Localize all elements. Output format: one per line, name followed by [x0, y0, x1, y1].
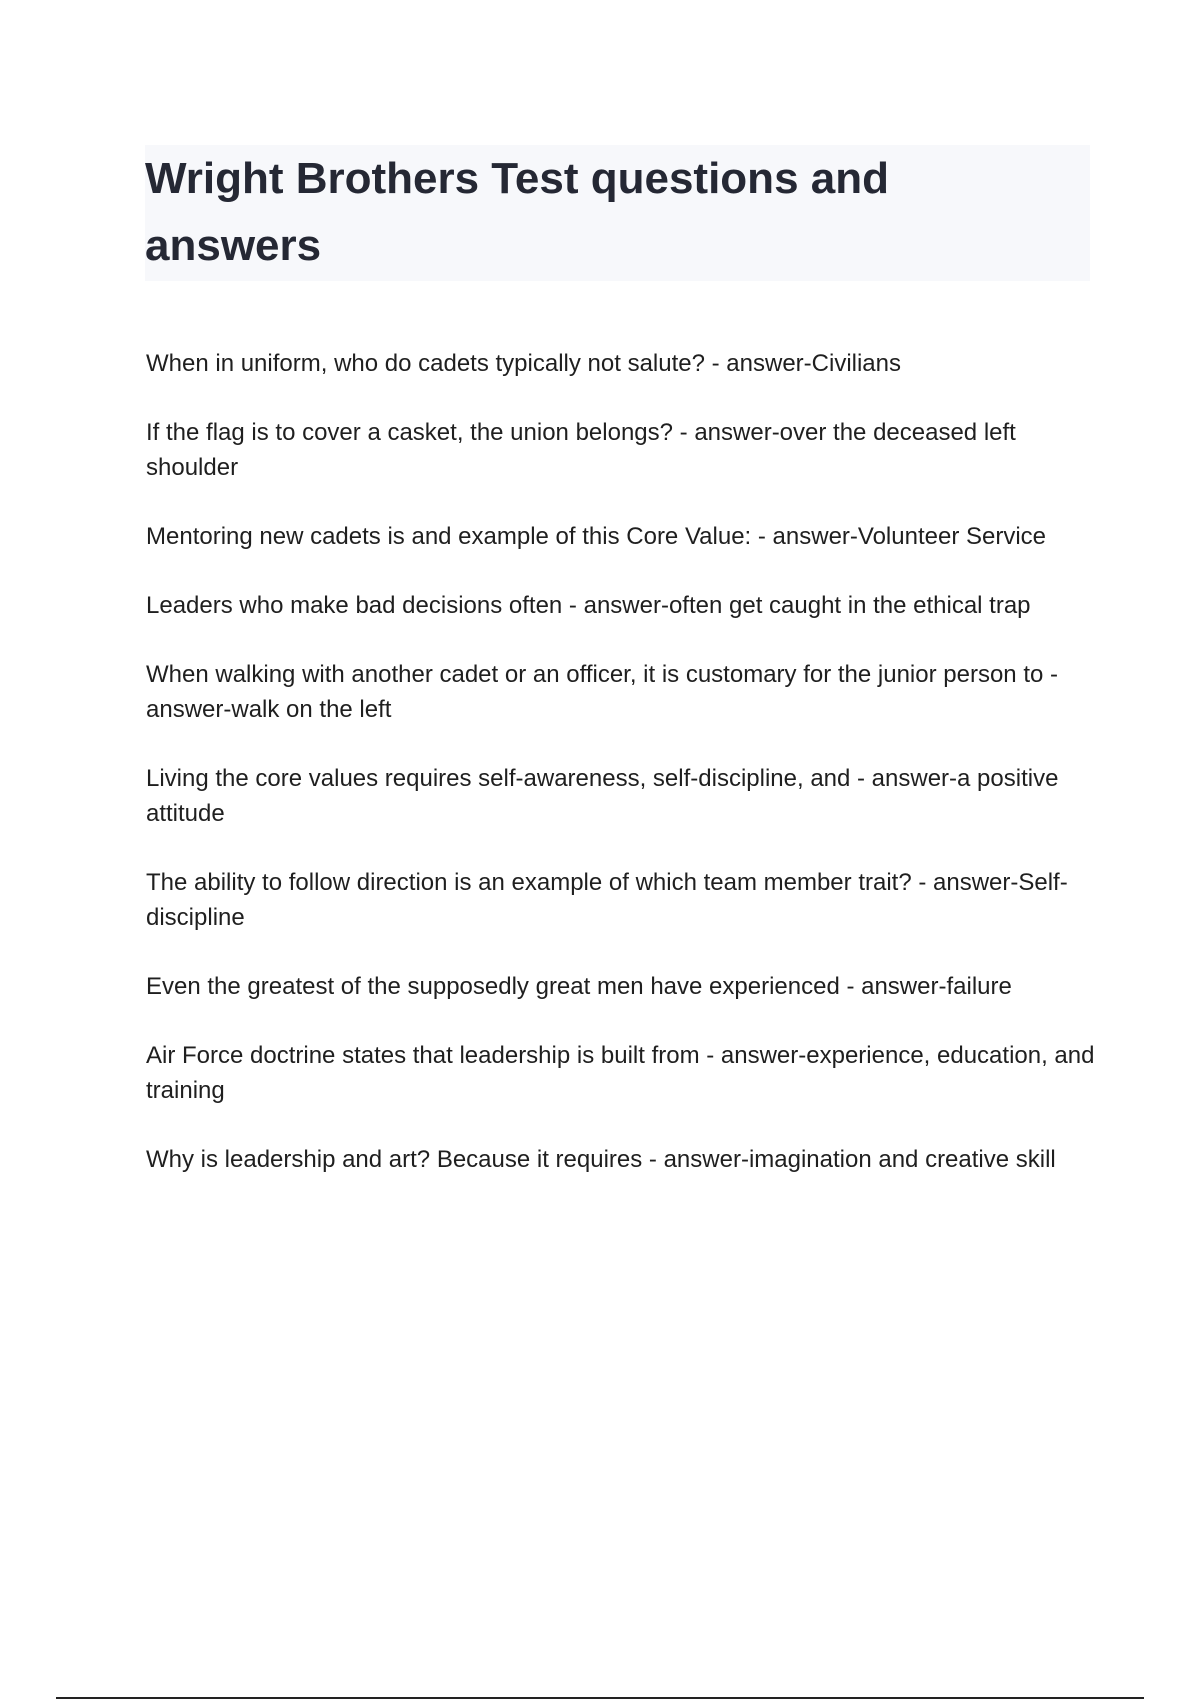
list-item: Why is leadership and art? Because it requires - answer-imagination and creative skill: [146, 1146, 1056, 1173]
list-item: Air Force doctrine states that leadership is built from - answer-experience, education, and training: [146, 1042, 1095, 1104]
list-item: Leaders who make bad decisions often - answer-often get caught in the ethical trap: [146, 592, 1031, 619]
title-block: [145, 145, 1090, 281]
list-item: Even the greatest of the supposedly great men have experienced - answer-failure: [146, 973, 1012, 1000]
question-answer-list: [146, 346, 1096, 1211]
list-item: If the flag is to cover a casket, the union belongs? - answer-over the deceased left shoulder: [146, 419, 1016, 481]
list-item: When in uniform, who do cadets typically not salute? - answer-Civilians: [146, 350, 902, 377]
list-item: Mentoring new cadets is and example of this Core Value: - answer-Volunteer Service: [146, 523, 1047, 550]
list-item: Living the core values requires self-awareness, self-discipline, and - answer-a positive attitude: [146, 765, 1059, 827]
list-item: The ability to follow direction is an example of which team member trait? - answer-Self-discipline: [146, 869, 1068, 931]
footer-divider: [56, 1697, 1144, 1699]
page-title: Wright Brothers Test questions and answers: [145, 154, 889, 270]
list-item: When walking with another cadet or an officer, it is customary for the junior person to - answer-walk on the left: [146, 661, 1058, 723]
